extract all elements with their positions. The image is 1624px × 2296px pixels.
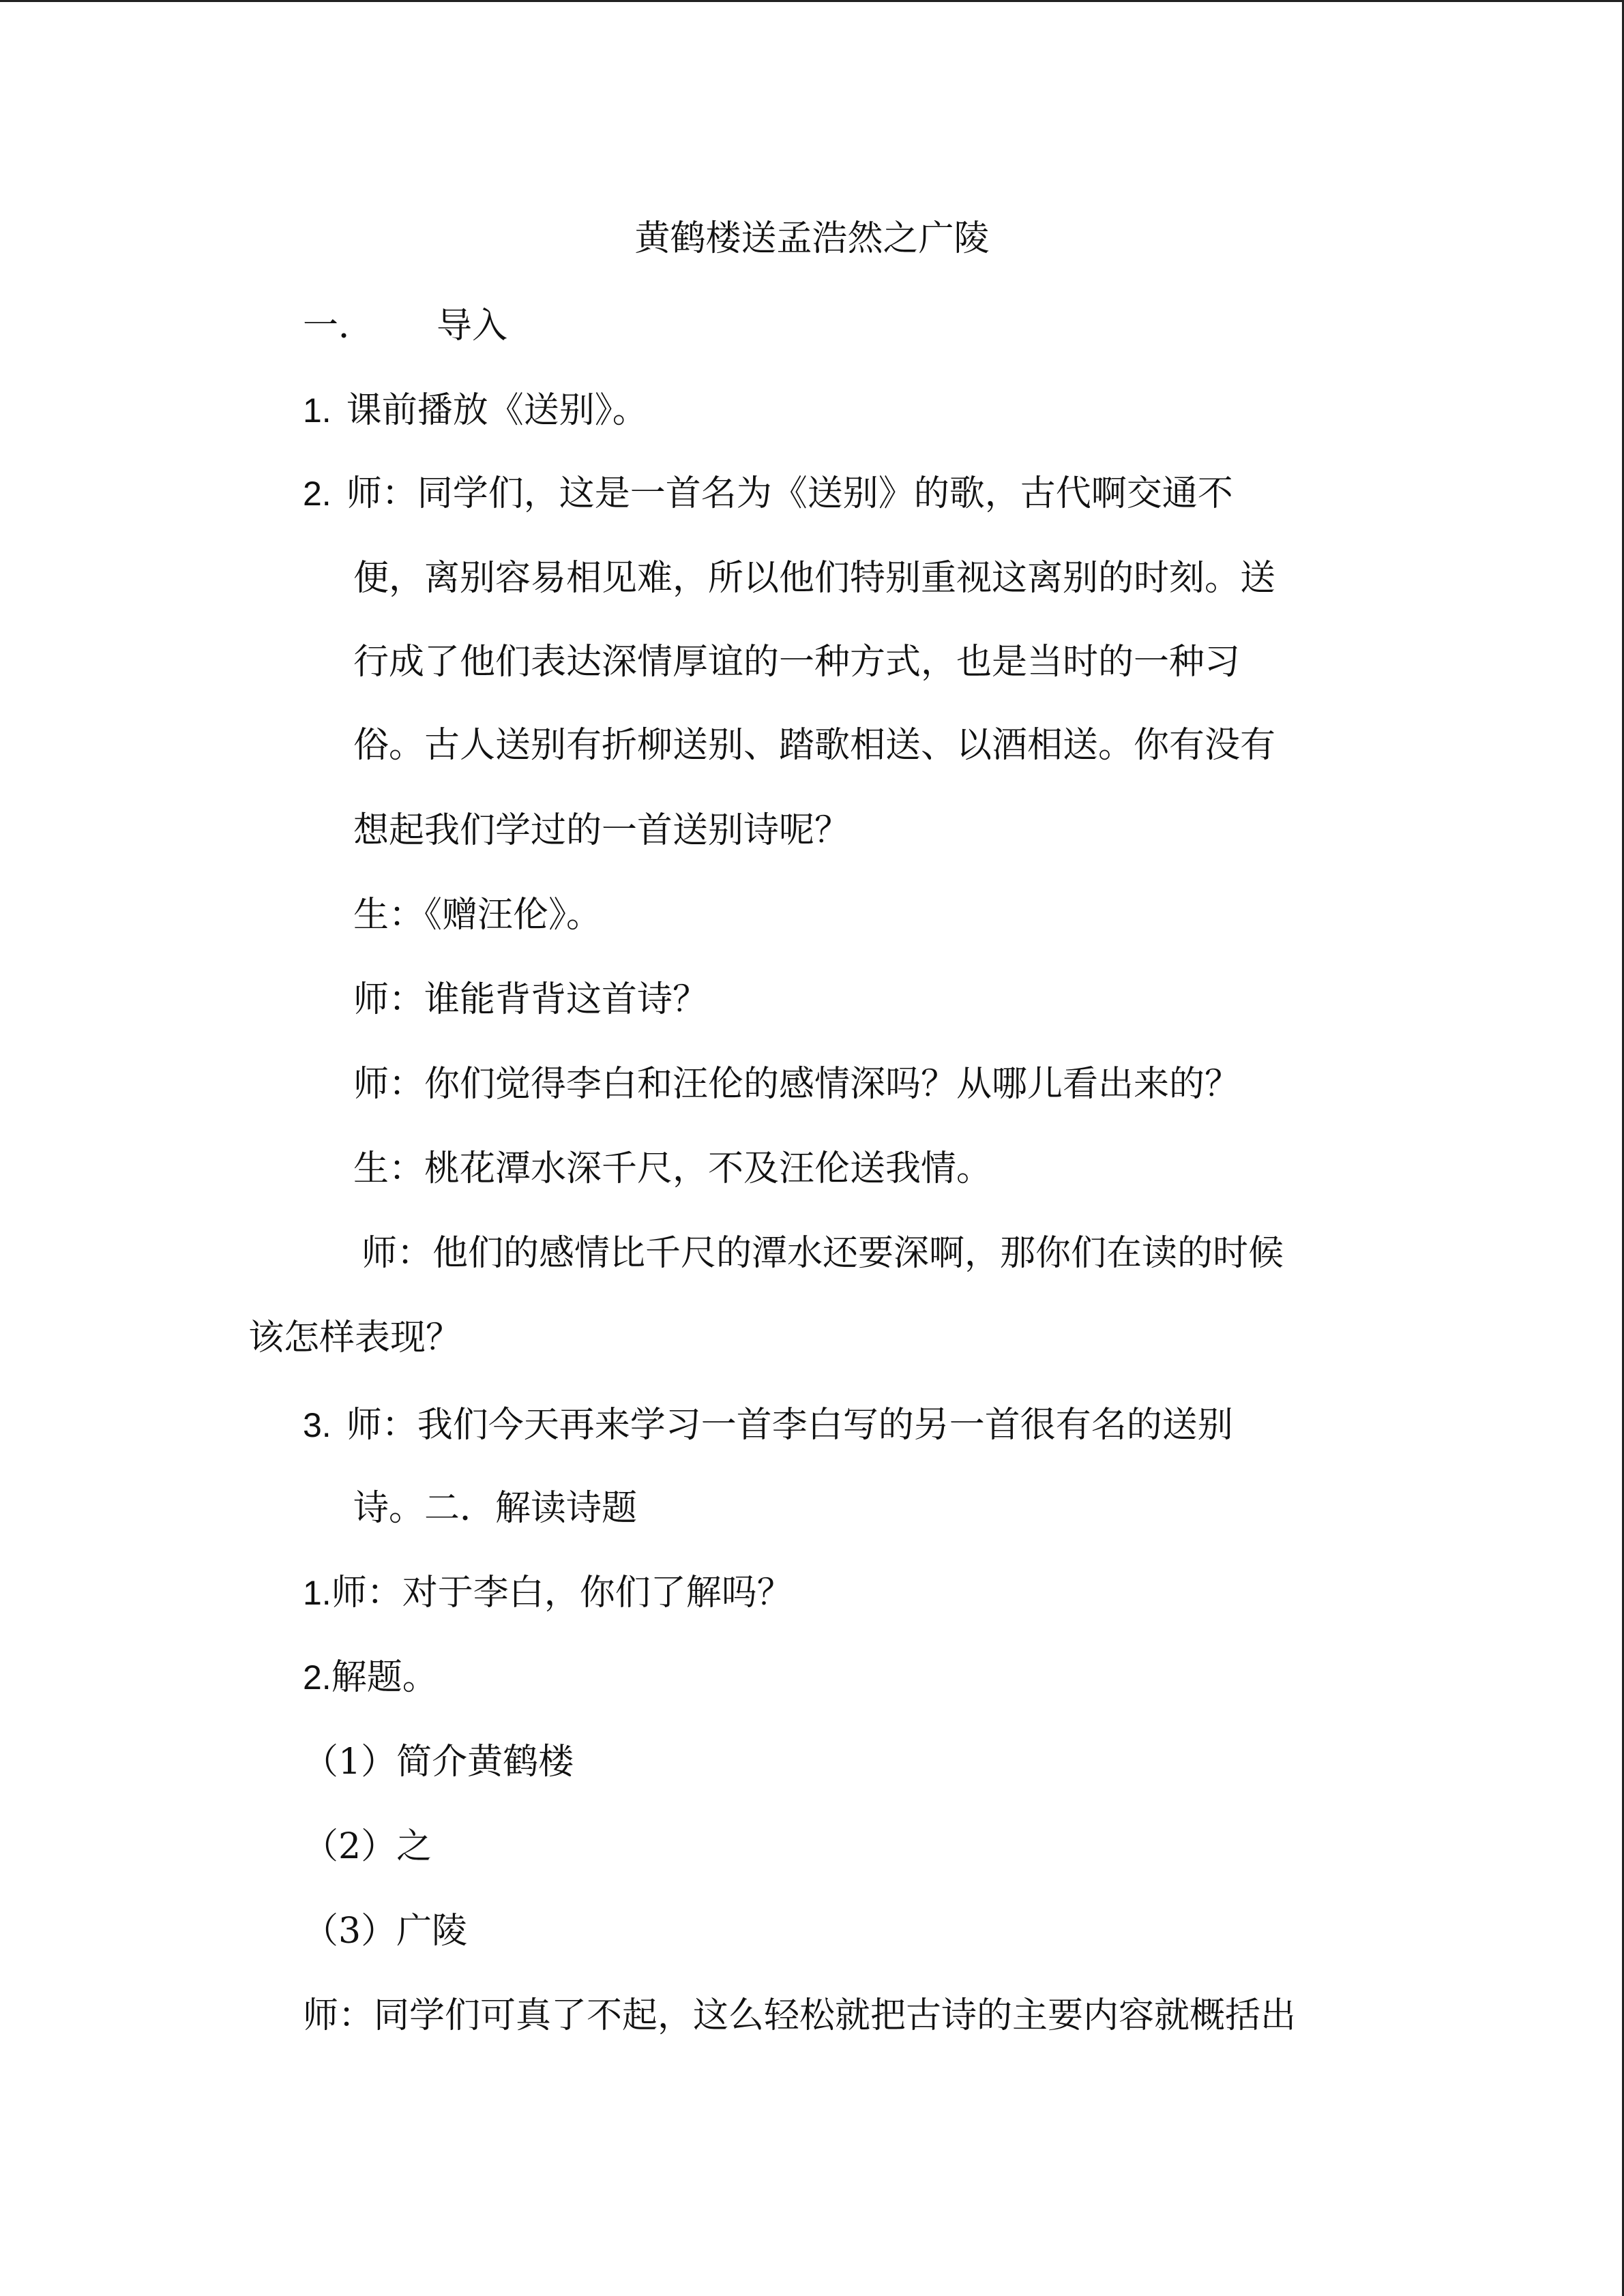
list-item-1 [303, 389, 648, 432]
section-heading-intro [303, 304, 507, 348]
paragraph-line-1: 师：他们的感情比千尺的潭水还要深啊，那你们在读的时候 [361, 1233, 1284, 1274]
section-marker: 一． [303, 305, 374, 346]
item-text-line: 师：我们今天再来学习一首李白写的另一首很有名的送别 [346, 1405, 1233, 1446]
sub-item-text: 简介黄鹤楼 [396, 1742, 574, 1783]
dialogue-line: 生：桃花潭水深千尺，不及汪伦送我情。 [353, 1148, 992, 1189]
page-top-border [0, 0, 1624, 2]
item-text: 师：对于李白，你们了解吗？ [331, 1572, 793, 1613]
sub-item-3 [303, 1909, 467, 1953]
sub-item-2 [303, 1825, 432, 1868]
sub-item-number: （1） [303, 1742, 397, 1783]
item-number: 2. [303, 1658, 331, 1697]
item-text: 课前播放《送别》。 [346, 390, 648, 431]
item-number: 1. [303, 1574, 331, 1612]
closing-line: 师：同学们可真了不起，这么轻松就把古诗的主要内容就概括出 [303, 1995, 1297, 2036]
paragraph-line-2: 该怎样表现？ [248, 1317, 462, 1358]
dialogue-line: 生：《赠汪伦》。 [353, 895, 602, 936]
section-label: 导入 [437, 305, 508, 346]
sub-item-text: 之 [396, 1826, 432, 1867]
sub-item-1 [303, 1740, 574, 1784]
sub-item-text: 广陵 [396, 1911, 468, 1952]
item-number: 3. [303, 1406, 331, 1444]
dialogue-line: 师：你们觉得李白和汪伦的感情深吗？从哪儿看出来的？ [353, 1064, 1241, 1105]
list-item-2-line-5: 想起我们学过的一首送别诗呢？ [353, 810, 851, 851]
sub-item-number: （3） [303, 1911, 397, 1952]
item-number: 1. [303, 391, 331, 430]
list-item-3-line-2: 诗。二．解读诗题 [353, 1488, 638, 1529]
question-2 [303, 1656, 438, 1699]
list-item-2 [303, 472, 1233, 516]
list-item-3 [303, 1403, 1233, 1447]
sub-item-number: （2） [303, 1826, 397, 1867]
dialogue-line: 师：谁能背背这首诗？ [353, 979, 709, 1020]
item-number: 2. [303, 475, 331, 513]
list-item-2-line-4: 俗。古人送别有折柳送别、踏歌相送、以酒相送。你有没有 [353, 725, 1276, 766]
item-text: 解题。 [331, 1657, 438, 1698]
question-1 [303, 1571, 793, 1615]
document-title: 黄鹤楼送孟浩然之广陵 [634, 218, 990, 259]
list-item-2-line-3: 行成了他们表达深情厚谊的一种方式，也是当时的一种习 [353, 642, 1241, 683]
list-item-2-line-2: 便，离别容易相见难，所以他们特别重视这离别的时刻。送 [353, 558, 1276, 599]
item-text-line: 师：同学们，这是一首名为《送别》的歌，古代啊交通不 [346, 473, 1233, 514]
